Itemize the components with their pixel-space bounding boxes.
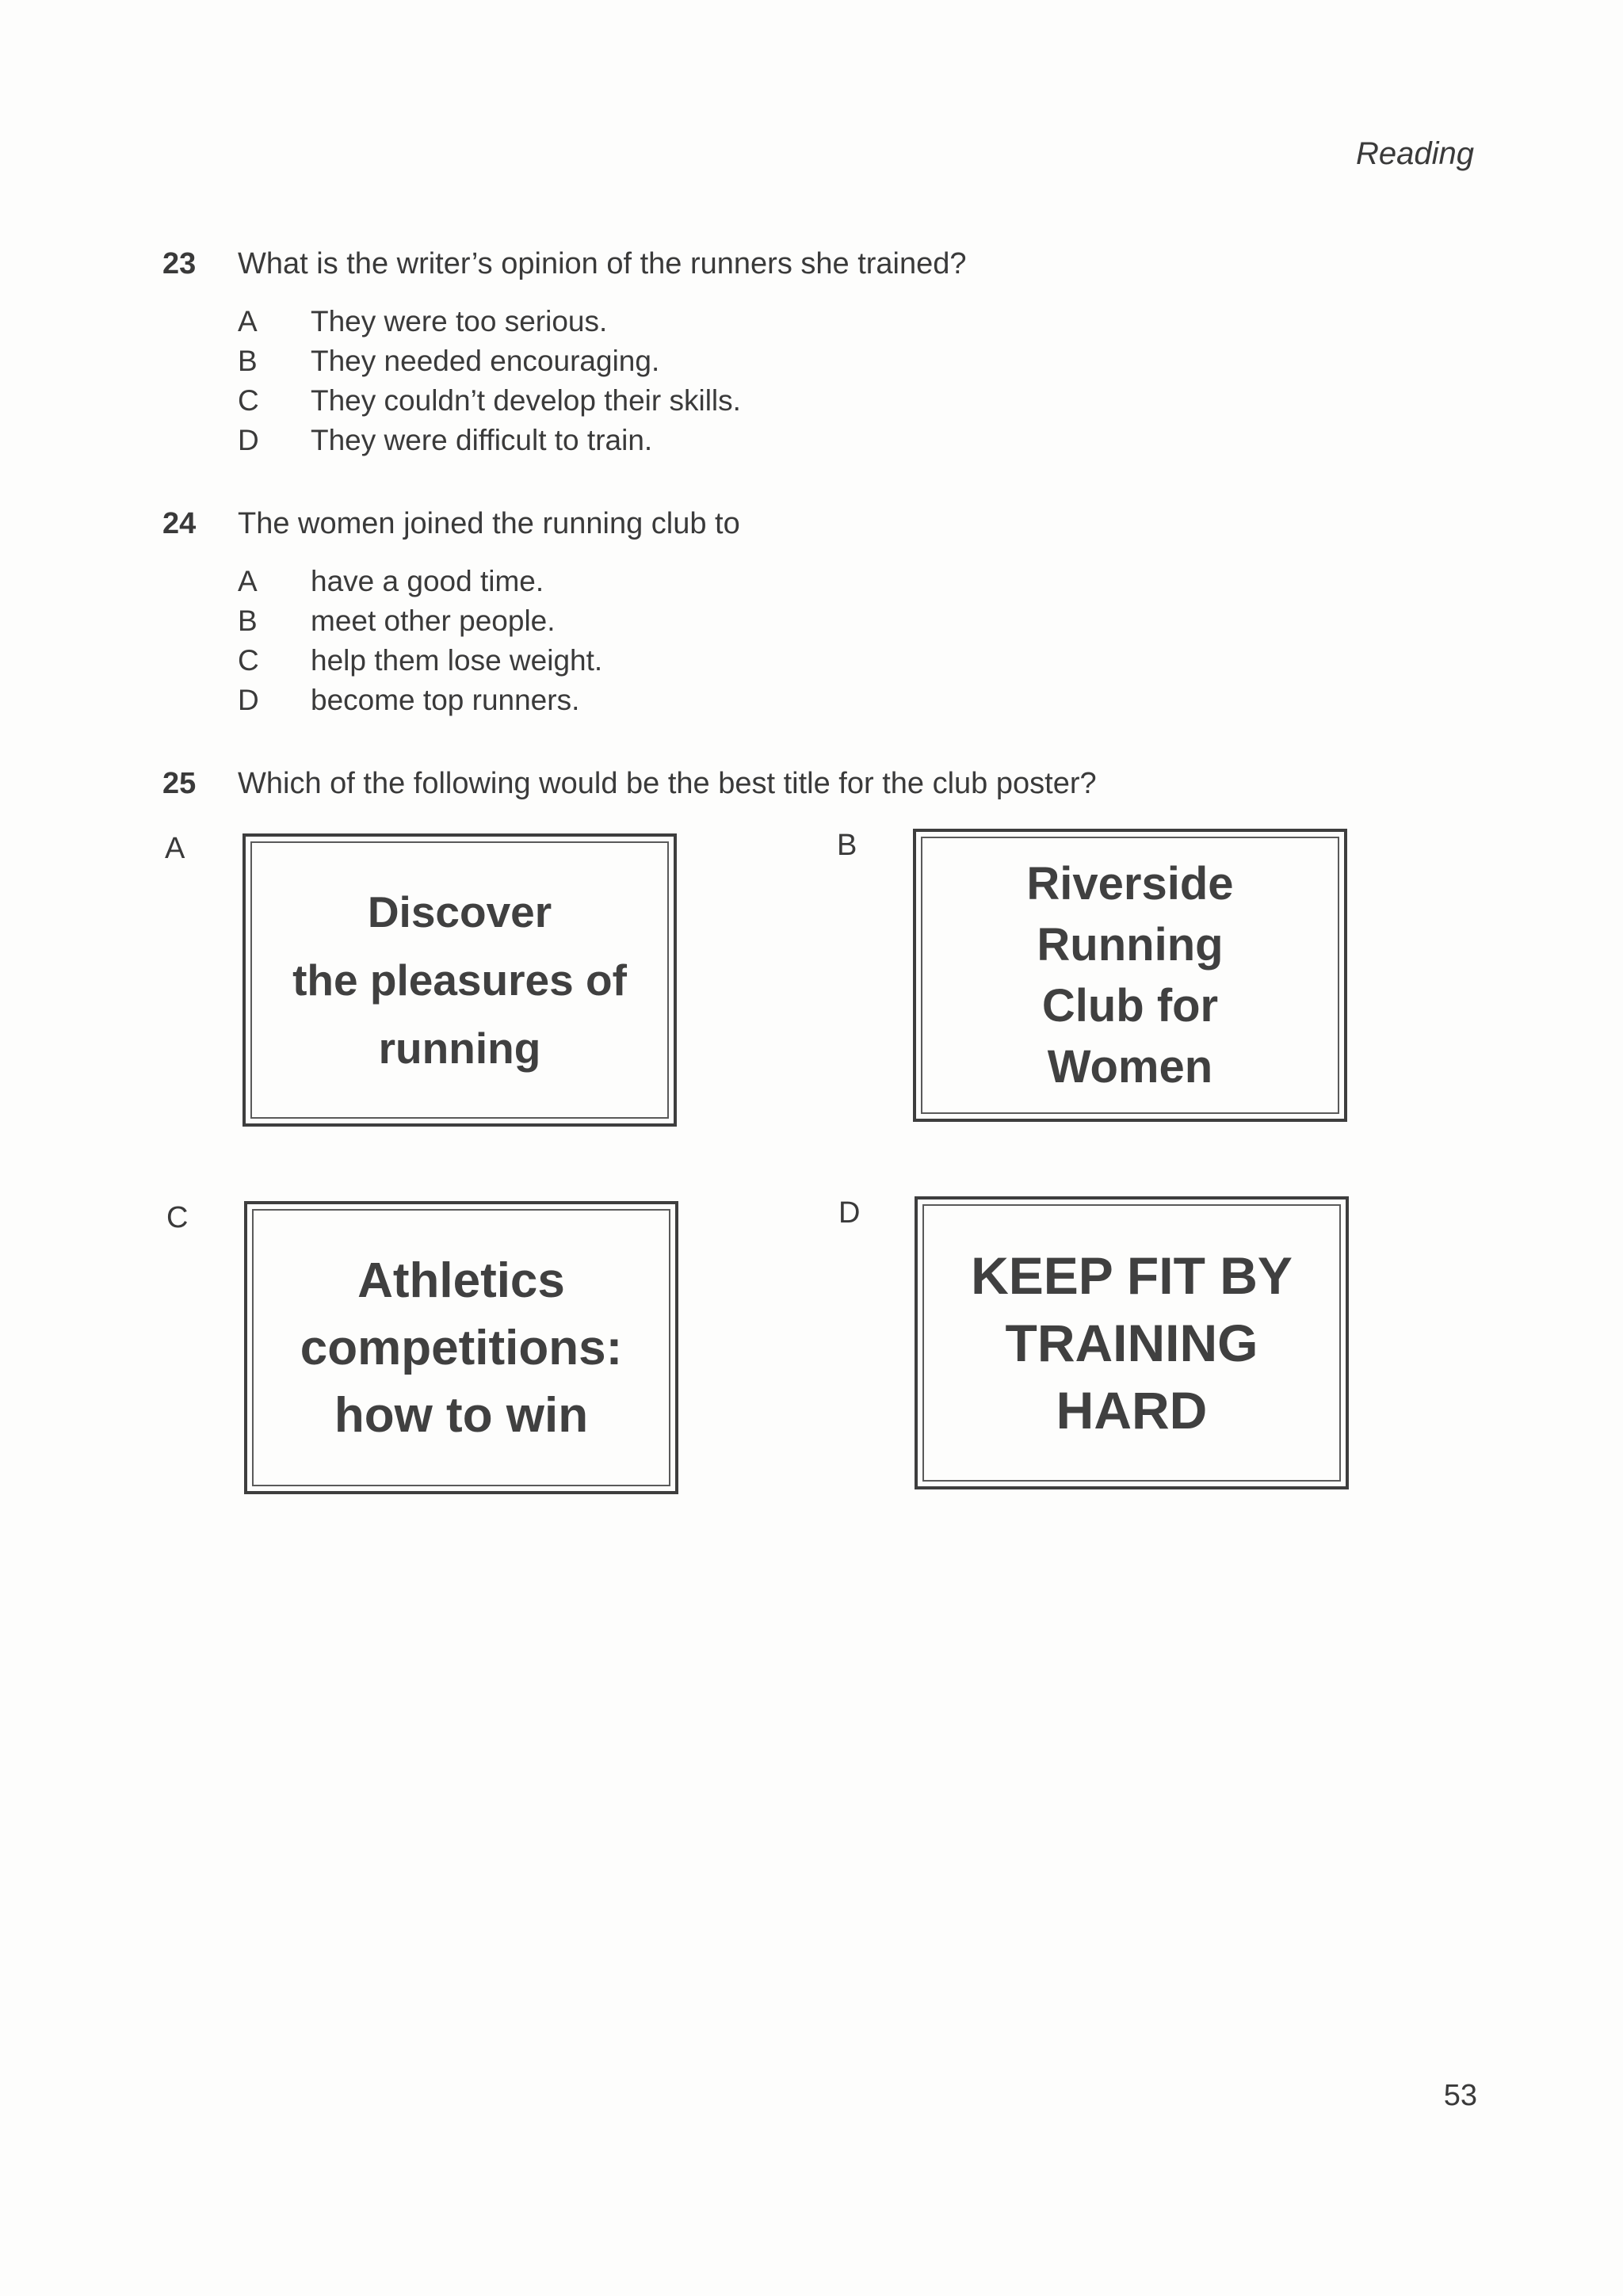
option-a bbox=[238, 565, 1430, 605]
option-letter: D bbox=[238, 424, 259, 456]
question-24 bbox=[162, 507, 1430, 723]
poster-label-a: A bbox=[165, 832, 185, 865]
option-d bbox=[238, 424, 1430, 463]
option-text: They needed encouraging. bbox=[311, 345, 660, 377]
option-letter: D bbox=[238, 684, 259, 716]
option-b bbox=[238, 605, 1430, 644]
option-letter: C bbox=[238, 384, 259, 417]
option-letter: C bbox=[238, 644, 259, 677]
poster-b bbox=[913, 829, 1347, 1122]
option-letter: A bbox=[238, 565, 258, 597]
option-text: They couldn’t develop their skills. bbox=[311, 384, 741, 417]
section-header: Reading bbox=[1355, 136, 1474, 171]
poster-title: Discover the pleasures of running bbox=[292, 887, 627, 1073]
question-25 bbox=[162, 767, 1430, 801]
question-text: The women joined the running club to bbox=[238, 507, 740, 540]
poster-frame bbox=[252, 1209, 670, 1486]
option-text: help them lose weight. bbox=[311, 644, 603, 677]
option-text: They were too serious. bbox=[311, 305, 608, 338]
poster-c bbox=[244, 1201, 678, 1494]
answer-options bbox=[238, 305, 1430, 463]
question-number: 23 bbox=[162, 247, 197, 280]
option-c bbox=[238, 384, 1430, 424]
option-text: have a good time. bbox=[311, 565, 544, 597]
poster-d bbox=[915, 1196, 1349, 1489]
poster-label-c: C bbox=[166, 1201, 189, 1234]
option-c bbox=[238, 644, 1430, 684]
poster-a bbox=[242, 833, 677, 1127]
poster-title: KEEP FIT BY TRAINING HARD bbox=[971, 1245, 1293, 1440]
question-number: 24 bbox=[162, 507, 197, 540]
answer-options bbox=[238, 565, 1430, 723]
poster-frame bbox=[250, 841, 669, 1119]
page-number: 53 bbox=[1443, 2079, 1477, 2112]
option-letter: B bbox=[238, 345, 258, 377]
option-text: meet other people. bbox=[311, 605, 556, 637]
question-number: 25 bbox=[162, 767, 197, 800]
poster-title: Athletics competitions: how to win bbox=[300, 1253, 623, 1443]
option-letter: A bbox=[238, 305, 258, 338]
poster-frame bbox=[922, 1204, 1341, 1482]
option-a bbox=[238, 305, 1430, 345]
option-b bbox=[238, 345, 1430, 384]
question-23 bbox=[162, 247, 1430, 463]
option-letter: B bbox=[238, 605, 258, 637]
poster-frame bbox=[921, 837, 1339, 1114]
poster-label-d: D bbox=[838, 1196, 861, 1230]
option-text: become top runners. bbox=[311, 684, 580, 716]
poster-label-b: B bbox=[837, 829, 857, 862]
option-d bbox=[238, 684, 1430, 723]
option-text: They were difficult to train. bbox=[311, 424, 653, 456]
question-text: What is the writer’s opinion of the runners she trained? bbox=[238, 247, 967, 280]
poster-title: Riverside Running Club for Women bbox=[1026, 858, 1234, 1093]
question-text: Which of the following would be the best title for the club poster? bbox=[238, 767, 1097, 800]
